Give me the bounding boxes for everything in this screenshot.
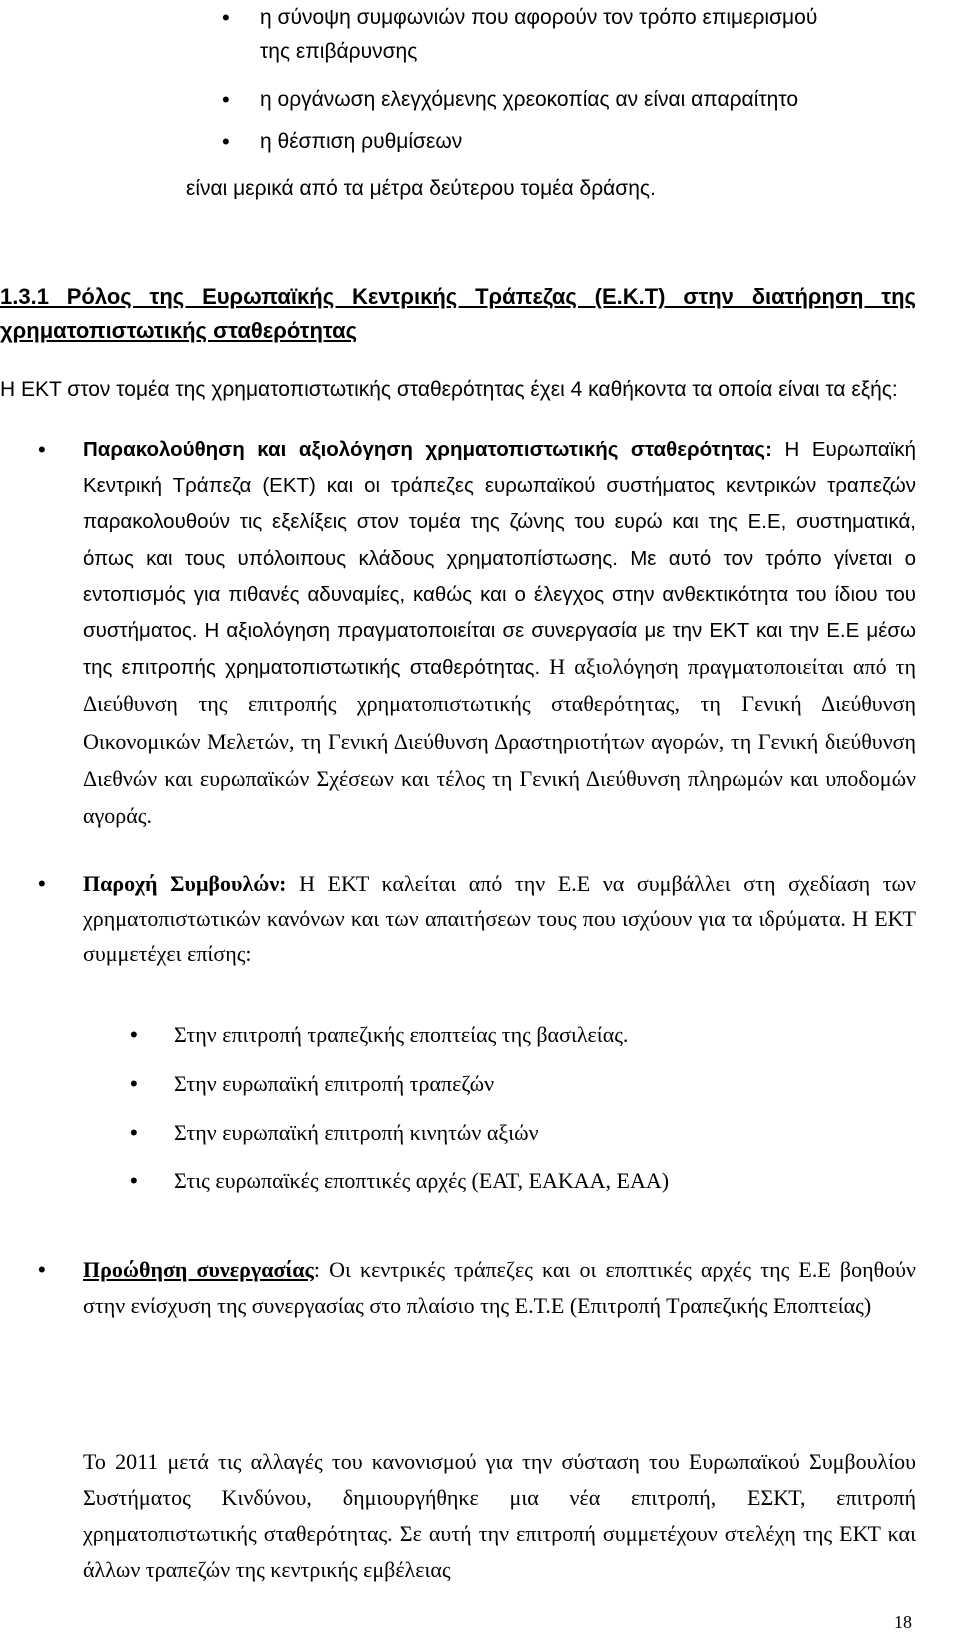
page-number: 18 xyxy=(894,1612,912,1632)
task-text: : Οι κεντρικές τράπεζες και οι εποπτικές αρχές της Ε.Ε βοηθούν στην ενίσχυση της συνεργασίας στο πλαίσιο της Ε.Τ.Ε (Επιτροπή Τραπεζικής Εποπτείας) xyxy=(83,1257,917,1318)
bullet-icon: • xyxy=(222,129,230,154)
list-item-text: Στην ευρωπαϊκή επιτροπή τραπεζών xyxy=(174,1071,495,1096)
section-heading xyxy=(0,280,916,348)
bullet-icon: • xyxy=(222,87,230,112)
bullet-icon: • xyxy=(130,1071,138,1096)
bullet-icon: • xyxy=(38,437,46,462)
heading-line: χρηματοπιστωτικής σταθερότητας xyxy=(0,318,358,343)
list-item-text: Στην ευρωπαϊκή επιτροπή κινητών αξιών xyxy=(174,1120,539,1145)
closing-text: είναι μερικά από τα μέτρα δεύτερου τομέα δράσης. xyxy=(186,177,656,200)
task-text: Η Ευρωπαϊκή Κεντρική Τράπεζα (ΕΚΤ) και οι τράπεζες ευρωπαϊκού συστήματος κεντρικών τραπεζών παρακολουθούν τις εξελίξεις στον τομέα της ζώνης του ευρώ και της Ε.Ε, συστηματικά, όπως και τους υπόλοιπους κλάδους χρηματοπίστωσης. Με αυτό τον τρόπο γίνεται ο εντοπισμός για πιθανές αδυναμίες, καθώς και ο έλεγχος στην ανθεκτικότητα του ίδιου του συστήματος. Η αξιολόγηση πραγματοποιείται σε συνεργασία με την ΕΚΤ και την Ε.Ε μέσω της επιτροπής χρηματοπιστωτικής σταθερότητας. xyxy=(83,438,916,680)
bullet-icon: • xyxy=(130,1120,138,1145)
task-title: Παρακολούθηση και αξιολόγηση χρηματοπιστωτικής σταθερότητας: xyxy=(83,438,772,461)
task-title: Παροχή Συμβουλών: xyxy=(83,871,287,896)
list-item-text: η θέσπιση ρυθμίσεων xyxy=(260,130,463,153)
heading-line: 1.3.1 Ρόλος της Ευρωπαϊκής Κεντρικής Τράπεζας (Ε.Κ.Τ) στην διατήρηση της xyxy=(0,284,916,309)
bullet-icon: • xyxy=(38,1257,46,1282)
list-item-text: Στην επιτροπή τραπεζικής εποπτείας της βασιλείας. xyxy=(174,1022,629,1047)
list-item-text: η οργάνωση ελεγχόμενης χρεοκοπίας αν είναι απαραίτητο xyxy=(260,88,799,111)
task-text: Η ΕΚΤ καλείται από την Ε.Ε να συμβάλλει στη σχεδίαση των χρηματοπιστωτικών κανόνων και των απαιτήσεων τους που ισχύουν για τα ιδρύματα. Η ΕΚΤ συμμετέχει επίσης: xyxy=(83,871,916,966)
task-advice xyxy=(83,866,916,971)
closing-paragraph: Το 2011 μετά τις αλλαγές του κανονισμού για την σύσταση του Ευρωπαϊκού Συμβουλίου Συστήματος Κινδύνου, δημιουργήθηκε μια νέα επιτροπή, ΕΣΚΤ, επιτροπή χρηματοπιστωτικής σταθερότητας. Σε αυτή την επιτροπή συμμετέχουν στελέχη της ΕΚΤ και άλλων τραπεζών της κεντρικής εμβέλειας xyxy=(83,1449,916,1582)
task-title: Προώθηση συνεργασίας xyxy=(83,1257,314,1282)
list-item-text: Στις ευρωπαϊκές εποπτικές αρχές (ΕΑΤ, ΕΑΚΑΑ, ΕΑΑ) xyxy=(174,1168,670,1193)
list-item-text: της επιβάρυνσης xyxy=(260,40,418,63)
task-cooperation xyxy=(83,1252,916,1324)
task-text-continued: Η αξιολόγηση πραγματοποιείται από τη Διεύθυνση της επιτροπής χρηματοπιστωτικής σταθερότητας, τη Γενική Διεύθυνση Οικονομικών Μελετών, τη Γενική Διεύθυνση Δραστηριοτήτων αγορών, τη Γενική διεύθυνση Διεθνών και ευρωπαϊκών Σχέσεων και τέλος τη Γενική Διεύθυνση πληρωμών και υποδομών αγοράς. xyxy=(83,654,917,829)
bullet-icon: • xyxy=(38,871,46,896)
bullet-icon: • xyxy=(222,5,230,30)
list-item-text: η σύνοψη συμφωνιών που αφορούν τον τρόπο επιμερισμού xyxy=(260,6,818,29)
bullet-icon: • xyxy=(130,1022,138,1047)
bullet-icon: • xyxy=(130,1168,138,1193)
task-monitoring xyxy=(83,432,916,835)
intro-paragraph: Η ΕΚΤ στον τομέα της χρηματοπιστωτικής σταθερότητας έχει 4 καθήκοντα τα οποία είναι τα εξής: xyxy=(0,378,898,401)
